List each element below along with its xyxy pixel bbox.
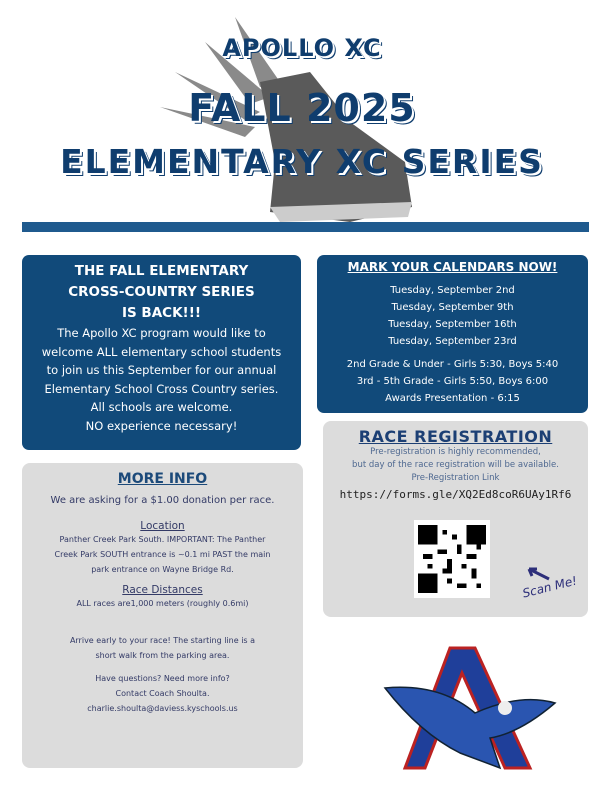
registration-note: Pre-registration is highly recommended, [370, 447, 541, 457]
registration-note: but day of the race registration will be available. [352, 460, 559, 470]
header-apollo-xc: APOLLO XC [222, 34, 382, 62]
registration-link-label: Pre-Registration Link [411, 473, 500, 483]
qr-code[interactable] [414, 520, 490, 598]
schedule-line: Awards Presentation - 6:15 [385, 393, 520, 404]
intro-title-3: IS BACK!!! [121, 305, 202, 321]
intro-line: to join us this September for our annual [46, 363, 277, 377]
arrive-line: Arrive early to your race! The starting line is a [69, 636, 256, 645]
intro-line: The Apollo XC program would like to [57, 326, 266, 340]
race-date: Tuesday, September 16th [388, 319, 517, 330]
scan-me-label: Scan Me! [521, 573, 579, 601]
location-line: Panther Creek Park South. IMPORTANT: The Panther [59, 535, 266, 544]
location-heading: Location [140, 520, 185, 532]
registration-title: RACE REGISTRATION [358, 427, 553, 446]
race-date: Tuesday, September 2nd [390, 285, 515, 296]
more-info-title: MORE INFO [117, 471, 208, 487]
calendar-box [317, 255, 588, 413]
distance-text: ALL races are1,000 meters (roughly 0.6mi) [76, 599, 249, 608]
contact-line: Contact Coach Shoulta. [115, 689, 210, 698]
intro-title-2: CROSS-COUNTRY SERIES [68, 284, 255, 300]
race-date: Tuesday, September 23rd [388, 336, 517, 347]
header-series: ELEMENTARY XC SERIES [60, 142, 544, 181]
registration-url[interactable]: https://forms.gle/XQ2Ed8coR6UAy1Rf6 [339, 488, 572, 501]
intro-title-1: THE FALL ELEMENTARY [74, 263, 249, 279]
contact-email[interactable]: charlie.shoulta@daviess.kyschools.us [87, 704, 238, 713]
intro-line: All schools are welcome. [90, 400, 233, 414]
arrow-icon [525, 565, 551, 581]
intro-line: NO experience necessary! [85, 418, 238, 433]
intro-box [22, 255, 301, 450]
qr-code-icon [418, 524, 486, 594]
apollo-eagle-logo [380, 643, 560, 778]
contact-line: Have questions? Need more info? [95, 674, 230, 683]
location-line: park entrance on Wayne Bridge Rd. [91, 565, 234, 574]
location-line: Creek Park SOUTH entrance is ~0.1 mi PAST the main [54, 550, 271, 559]
calendar-title: MARK YOUR CALENDARS NOW! [347, 260, 558, 274]
arrive-line: short walk from the parking area. [95, 651, 230, 660]
race-date: Tuesday, September 9th [391, 302, 514, 313]
donation-text: We are asking for a $1.00 donation per race. [50, 495, 275, 506]
intro-line: welcome ALL elementary school students [41, 344, 282, 359]
intro-line: Elementary School Cross Country series. [44, 381, 279, 396]
header-divider [22, 222, 589, 232]
header-fall-2025: FALL 2025 [188, 86, 416, 130]
distance-heading: Race Distances [122, 584, 203, 596]
schedule-line: 3rd - 5th Grade - Girls 5:50, Boys 6:00 [356, 376, 549, 387]
more-info-box [22, 463, 303, 768]
schedule-line: 2nd Grade & Under - Girls 5:30, Boys 5:40 [346, 359, 559, 370]
